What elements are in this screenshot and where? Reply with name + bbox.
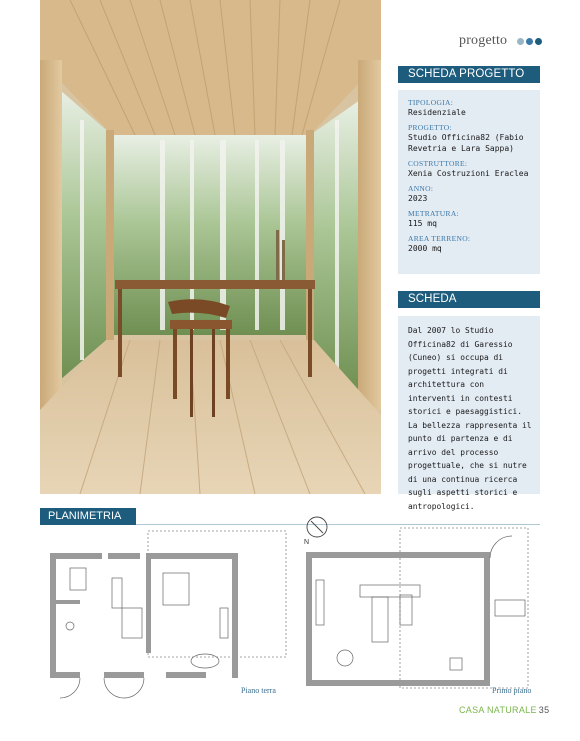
terrace-outline bbox=[148, 531, 286, 657]
magazine-name: CASA NATURALE bbox=[459, 705, 537, 715]
ground-floor-plan bbox=[40, 528, 290, 708]
planimetria-title: PLANIMETRIA bbox=[40, 508, 136, 525]
tipologia-value: Residenziale bbox=[408, 108, 466, 117]
progettista-bio: Dal 2007 lo Studio Officina82 di Garessio (Cuneo) si occupa di progetti integrati di architettura con interventi in contesti storici e paesaggistici. La bellezza rappresenta il punto di partenza e di arrivo del processo progettuale, che si nutre di una continua ricerca sugli aspetti storici e antropologici. bbox=[408, 326, 532, 511]
section-dots bbox=[517, 38, 542, 45]
footer bbox=[459, 705, 549, 715]
area-terreno-label: AREA TERRENO: bbox=[408, 234, 471, 243]
dot-mid bbox=[526, 38, 533, 45]
first-floor-caption: Primo piano bbox=[492, 686, 532, 695]
photo-illustration bbox=[40, 0, 381, 494]
page-number: 35 bbox=[538, 705, 550, 715]
progetto-label: PROGETTO: bbox=[408, 123, 452, 132]
section-tag: progetto bbox=[459, 33, 508, 48]
dot-light bbox=[517, 38, 524, 45]
progetto-value: Studio Officina82 (Fabio Revetria e Lara Sappa) bbox=[408, 133, 524, 153]
scheda-progettista-box bbox=[398, 316, 540, 511]
ground-fixtures bbox=[60, 568, 228, 698]
metratura-label: METRATURA: bbox=[408, 209, 459, 218]
tipologia-label: TIPOLOGIA: bbox=[408, 98, 454, 107]
costruttore-value: Xenia Costruzioni Eraclea bbox=[408, 169, 529, 178]
compass-label: N bbox=[304, 539, 310, 546]
anno-value: 2023 bbox=[408, 194, 428, 203]
first-walls bbox=[306, 552, 490, 686]
first-floor-plan bbox=[300, 510, 545, 695]
scheda-progetto-title: SCHEDA PROGETTO bbox=[398, 66, 540, 83]
costruttore-label: COSTRUTTORE: bbox=[408, 159, 468, 168]
scheda-progetto-box bbox=[398, 90, 540, 274]
dot-dark bbox=[535, 38, 542, 45]
metratura-value: 115 mq bbox=[408, 219, 437, 228]
anno-label: ANNO: bbox=[408, 184, 434, 193]
interior-photo bbox=[40, 0, 381, 494]
scheda-progettista-title: SCHEDA bbox=[398, 291, 540, 308]
ground-walls bbox=[50, 553, 238, 678]
ground-floor-caption: Piano terra bbox=[241, 686, 276, 695]
area-terreno-value: 2000 mq bbox=[408, 244, 442, 253]
